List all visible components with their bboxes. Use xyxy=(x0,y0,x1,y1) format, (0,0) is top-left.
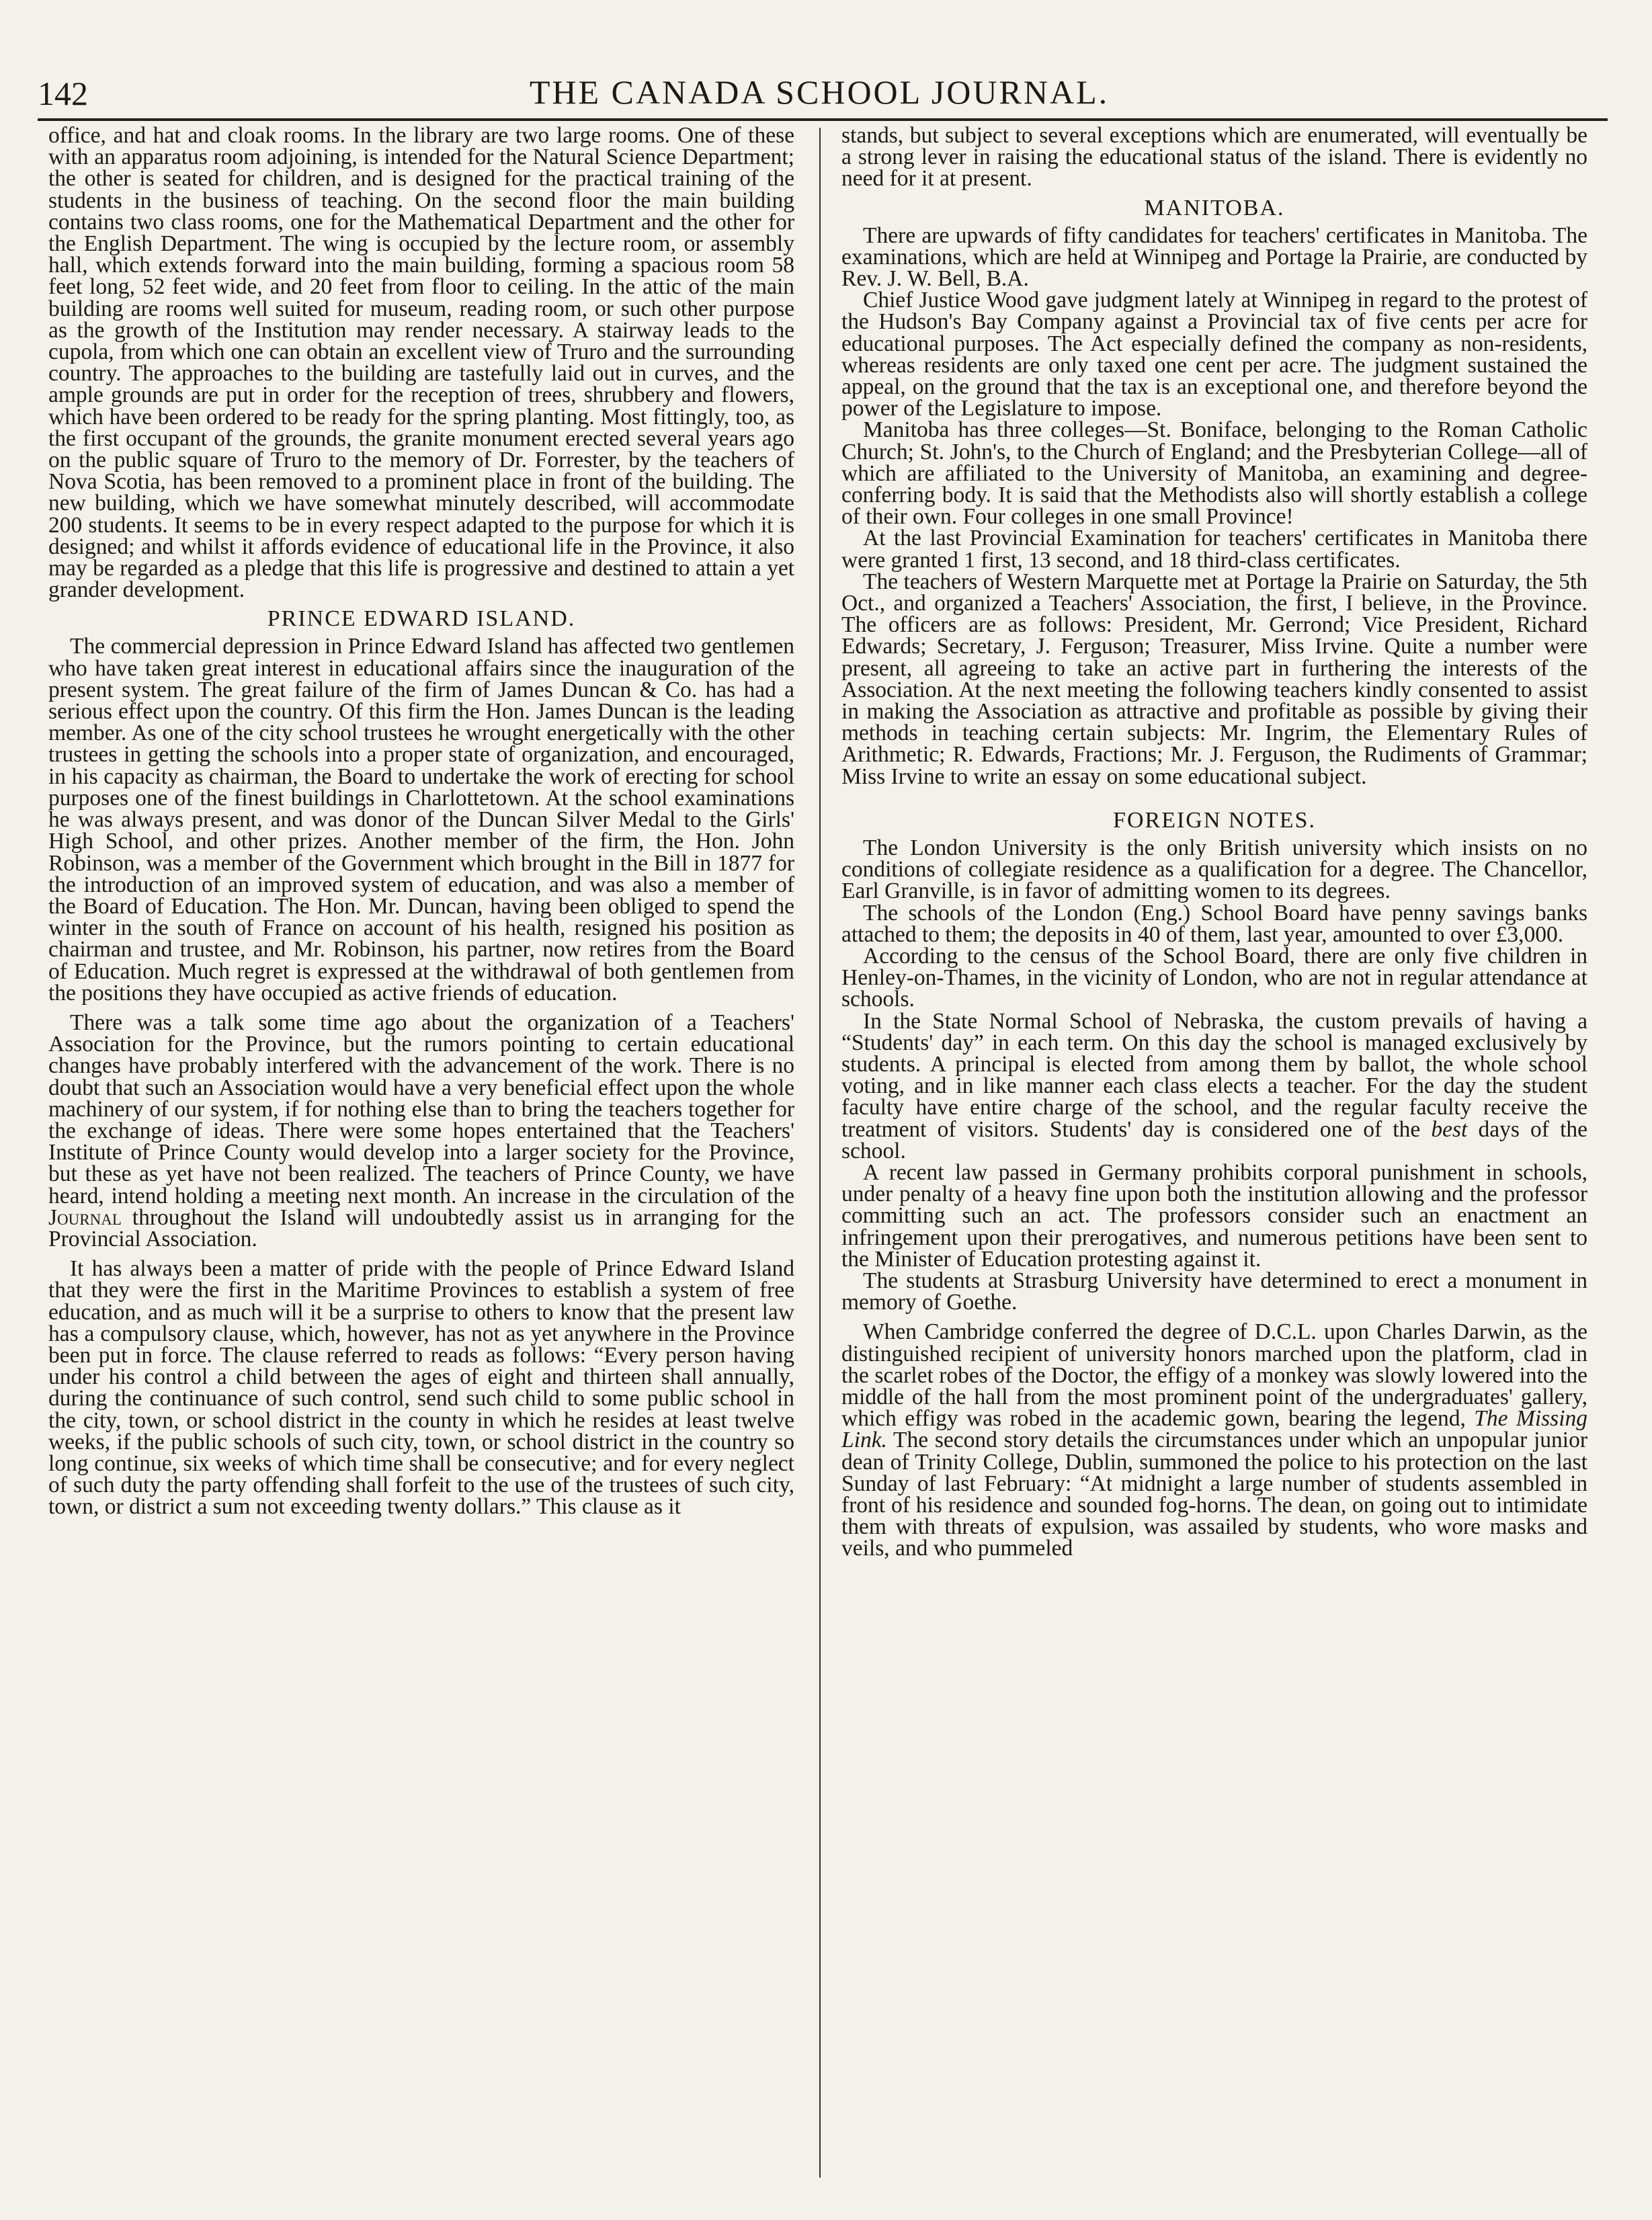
right-column xyxy=(841,125,1587,1560)
heading-foreign-notes: FOREIGN NOTES. xyxy=(1113,807,1316,833)
heading-prince-edward-island: PRINCE EDWARD ISLAND. xyxy=(267,606,576,632)
paragraph-savings-banks: The schools of the London (Eng.) School Board have penny savings banks attached to them; the deposits in 40 of them, last year, amounted to over £3,000. xyxy=(841,900,1587,947)
text-darwin-part1: When Cambridge conferred the degree of D.C.L. upon Charles Darwin, as the distinguished recipient of university honors marched upon the platform, clad in the scarlet robes of the Doctor, the effigy of a monkey was slowly lowered into the middle of the hall from the most prominent point of the undergraduates' gallery, which effigy was robed in the academic gown, bearing the legend, xyxy=(841,1319,1587,1432)
text-association-part2: throughout the Island will undoubtedly assist us in arranging for the Provincial Association. xyxy=(48,1204,794,1251)
paragraph-continued-clause: stands, but subject to several exceptions which are enumerated, will eventually be a strong lever in raising the educational status of the island. There is evidently no need for it at present. xyxy=(841,123,1587,192)
paragraph-germany-law: A recent law passed in Germany prohibits corporal punishment in schools, under penalty of a heavy fine upon both the institution allowing and the professor committing such an act. The professors consider such an enactment an infringement upon their prerogatives, and numerous petitions have been sent to the Minister of Education protesting against it. xyxy=(841,1159,1587,1272)
paragraph-manitoba-examination: At the last Provincial Examination for teachers' certificates in Manitoba there were granted 1 first, 13 second, and 18 third-class certificates. xyxy=(841,526,1587,573)
text-missing-link: The Missing Link. xyxy=(841,1406,1588,1453)
text-nebraska-part1: In the State Normal School of Nebraska, the custom prevails of having a “Students' day” in each term. On this day the school is managed exclusively by students. A principal is elected from among them by ballot, the whole school voting, and in like manner each class elects a teacher. For the day the student faculty have entire charge of the school, and the regular faculty receive the treatment of visitors. Students' day is considered one of the xyxy=(841,1008,1587,1142)
journal-title: THE CANADA SCHOOL JOURNAL. xyxy=(529,73,1110,111)
paragraph-western-marquette: The teachers of Western Marquette met at Portage la Prairie on Saturday, the 5th Oct., and organized a Teachers' Association, the first, I believe, in the Province. The officers are as follows: President, Mr. Gerrond; Vice President, Richard Edwards; Secretary, J. Ferguson; Treasurer, Miss Irvine. Quite a number were present, all agreeing to take an active part in furthering the interests of the Association. At the next meeting the following teachers kindly consented to assist in making the Association as attractive and profitable as possible by giving their methods in teaching certain subjects: Mr. Ingrim, the Elementary Rules of Arithmetic; R. Edwards, Fractions; Mr. J. Ferguson, the Rudiments of Grammar; Miss Irvine to write an essay on some educational subject. xyxy=(841,569,1587,789)
paragraph-strasburg-goethe: The students at Strasburg University have determined to erect a monument in memory of Goethe. xyxy=(841,1268,1587,1315)
heading-manitoba: MANITOBA. xyxy=(1144,195,1285,220)
left-column xyxy=(48,125,794,1518)
paragraph-manitoba-candidates: There are upwards of fifty candidates for teachers' certificates in Manitoba. The examinations, which are held at Winnipeg and Portage la Prairie, are conducted by Rev. J. W. Bell, B.A. xyxy=(841,222,1587,292)
paragraph-manitoba-judgment: Chief Justice Wood gave judgment lately at Winnipeg in regard to the protest of the Hudson's Bay Company against a Provincial tax of five cents per acre for educational purposes. The Act especially defined the company as non-residents, whereas residents are only taxed one cent per acre. The judgment sustained the appeal, on the ground that the tax is an exceptional one, and therefore beyond the power of the Legislature to impose. xyxy=(841,288,1587,421)
paragraph-manitoba-colleges: Manitoba has three colleges—St. Boniface, belonging to the Roman Catholic Church; St. John's, to the Church of England; and the Presbyterian College—all of which are affiliated to the University of Manitoba, an examining and degree-conferring body. It is said that the Methodists also will shortly establish a college of their own. Four colleges in one small Province! xyxy=(841,417,1587,530)
paragraph-truro-building: office, and hat and cloak rooms. In the library are two large rooms. One of these with an apparatus room adjoining, is intended for the Natural Science Department; the other is seated for children, and is designed for the practical training of the students in the business of teaching. On the second floor the main building contains two class rooms, one for the Mathematical Department and the other for the English Department. The wing is occupied by the lecture room, or assembly hall, which extends forward into the main building, forming a spacious room 58 feet long, 52 feet wide, and 20 feet from floor to ceiling. In the attic of the main building are rooms well suited for museum, reading room, or such other purpose as the growth of the Institution may render necessary. A stairway leads to the cupola, from which one can obtain an excellent view of Truro and the surrounding country. The approaches to the building are tastefully laid out in curves, and the ample grounds are put in order for the reception of trees, shrubbery and flowers, which have been ordered to be ready for the spring planting. Most fittingly, too, as the first occupant of the grounds, the granite monument erected several years ago on the public square of Truro to the memory of Dr. Forrester, by the teachers of Nova Scotia, has been removed to a prominent place in front of the building. The new building, which we have somewhat minutely described, will accommodate 200 students. It seems to be in every respect adapted to the purpose for which it is designed; and whilst it affords evidence of educational life in the Province, it also may be regarded as a pledge that this life is progressive and destined to attain a yet grander development. xyxy=(48,123,794,603)
text-nebraska-part2: days of the school. xyxy=(841,1116,1588,1163)
column-divider xyxy=(819,128,821,2178)
paragraph-london-university: The London University is the only British university which insists on no conditions of collegiate residence as a qualification for a degree. The Chancellor, Earl Granville, is in favor of admitting women to its degrees. xyxy=(841,835,1587,904)
paragraph-nebraska-students-day xyxy=(841,1008,1588,1163)
paragraph-free-education: It has always been a matter of pride with the people of Prince Edward Island that they were the first in the Maritime Provinces to establish a system of free education, and as much will it be a surprise to others to know that the present law has a compulsory clause, which, however, has not as yet anywhere in the Province been put in force. The clause referred to reads as follows: “Every person having under his control a child between the ages of eight and thirteen shall annually, during the continuance of such control, send such child to some public school in the city, town, or school district in the county in which he resides at least twelve weeks, if the public schools of such city, town, or school district in the country so long continue, six weeks of which time shall be consecutive; and for every neglect of such duty the party offending shall forfeit to the use of the trustees of such city, town, or district a sum not exceeding twenty dollars.” This clause as it xyxy=(48,1256,794,1520)
text-association-part1: There was a talk some time ago about the organization of a Teachers' Association for the Province, but the rumors pointing to certain educational changes have probably interfered with the advancement of the work. There is no doubt that such an Association would have a very beneficial effect upon the whole machinery of our system, if for nothing else than to bring the teachers together for the exchange of ideas. There were some hopes entertained that the Teachers' Institute of Prince County would develop into a larger society for the Province, but these as yet have not been realized. The teachers of Prince County, we have heard, intend holding a meeting next month. An increase in the circulation of the xyxy=(48,1010,794,1208)
paragraph-teachers-association xyxy=(48,1012,794,1250)
paragraph-henley-census: According to the census of the School Board, there are only five children in Henley-on-Thames, in the vicinity of London, who are not in regular attendance at schools. xyxy=(841,943,1587,1012)
text-best: best xyxy=(1431,1116,1468,1142)
text-darwin-part2: The second story details the circumstances under which an unpopular junior dean of Trinity College, Dublin, summoned the police to his protection on the last Sunday of last February: “At midnight a large number of students assembled in front of his residence and sounded fog-horns. The dean, on going out to intimidate them with threats of expulsion, was assailed by students, who wore masks and veils, and who pummeled xyxy=(841,1428,1587,1561)
text-journal: Journal xyxy=(48,1204,122,1230)
paragraph-commercial-depression: The commercial depression in Prince Edward Island has affected two gentlemen who have taken great interest in educational affairs since the inauguration of the present system. The great failure of the firm of James Duncan & Co. has had a serious effect upon the country. Of this firm the Hon. James Duncan is the leading member. As one of the city school trustees he wrought energetically with the other trustees in getting the schools into a proper state of organization, and encouraged, in his capacity as chairman, the Board to undertake the work of erecting for school purposes one of the finest buildings in Charlottetown. At the school examinations he was always present, and was donor of the Duncan Silver Medal to the Girls' High School, and other prizes. Another member of the firm, the Hon. John Robinson, was a member of the Government which brought in the Bill in 1877 for the introduction of an improved system of education, and was also a member of the Board of Education. The Hon. Mr. Duncan, having been obliged to spend the winter in the south of France on account of his health, resigned his position as chairman and trustee, and Mr. Robinson, his partner, now retires from the Board of Education. Much regret is expressed at the withdrawal of both gentlemen from the positions they have occupied as active friends of education. xyxy=(48,634,794,1005)
page-number: 142 xyxy=(38,75,88,112)
paragraph-cambridge-darwin xyxy=(841,1321,1587,1559)
page-header xyxy=(31,70,1608,113)
header-rule xyxy=(38,118,1608,121)
